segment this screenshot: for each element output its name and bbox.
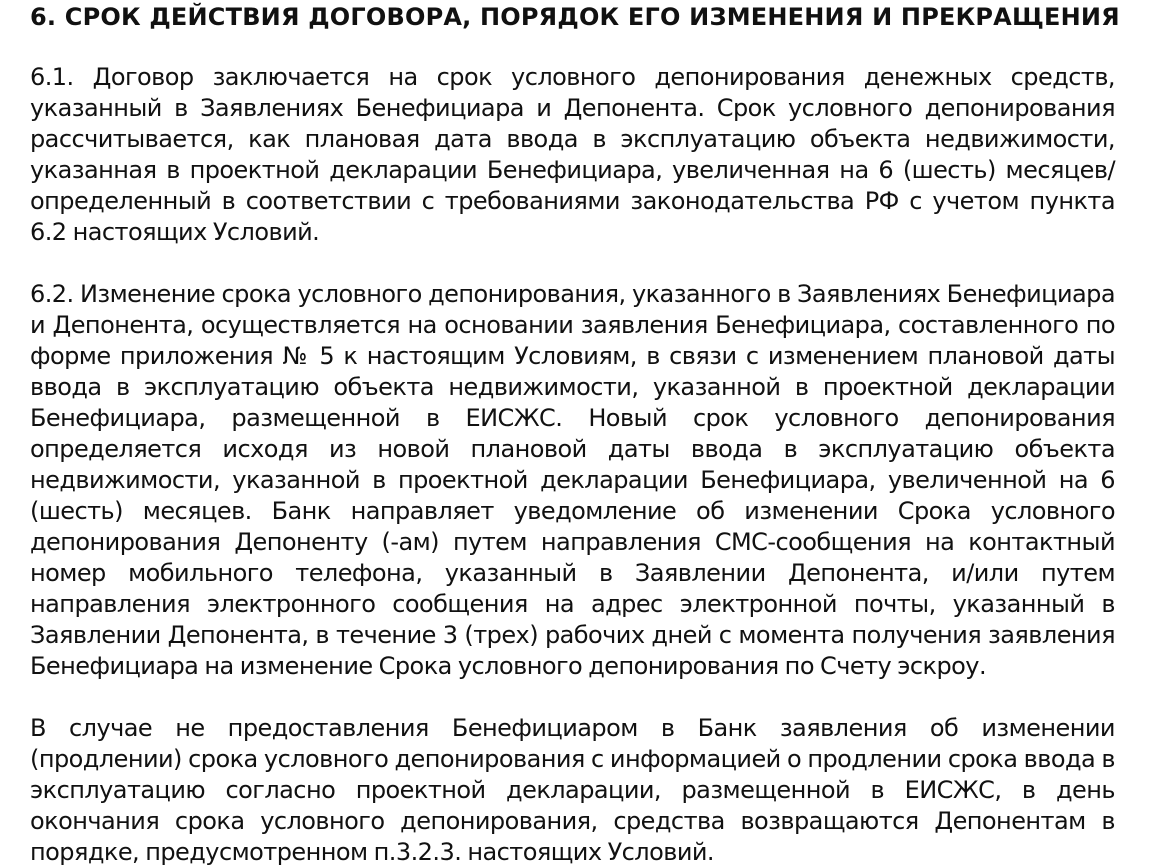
- paragraph-return-of-funds: В случае не предоставления Бенефициаром в Банк заявления об изменении (продлении) срока условного депонирования с информацией о продлении срока ввода в эксплуатацию согласно проектной декларации, размещенной в ЕИСЖС, в день окончания срока условного депонирования, средства возвращаются Депонентам в порядке, предусмотренном п.3.2.3. настоящих Условий.: [30, 714, 1115, 866]
- section-heading: 6. СРОК ДЕЙСТВИЯ ДОГОВОРА, ПОРЯДОК ЕГО ИЗМЕНЕНИЯ И ПРЕКРАЩЕНИЯ: [30, 3, 1120, 31]
- document-page: [30, 0, 1120, 868]
- paragraph-6-1: 6.1. Договор заключается на срок условного депонирования денежных средств, указанный в Заявлениях Бенефициара и Депонента. Срок условного депонирования рассчитывается, как плановая дата ввода в эксплуатацию объекта недвижимости, указанная в проектной декларации Бенефициара, увеличенная на 6 (шесть) месяцев/определенный в соответствии с требованиями законодательства РФ с учетом пункта 6.2 настоящих Условий.: [30, 63, 1115, 246]
- paragraph-6-2: 6.2. Изменение срока условного депонирования, указанного в Заявлениях Бенефициара и Депонента, осуществляется на основании заявления Бенефициара, составленного по форме приложения № 5 к настоящим Условиям, в связи с изменением плановой даты ввода в эксплуатацию объекта недвижимости, указанной в проектной декларации Бенефициара, размещенной в ЕИСЖС. Новый срок условного депонирования определяется исходя из новой плановой даты ввода в эксплуатацию объекта недвижимости, указанной в проектной декларации Бенефициара, увеличенной на 6 (шесть) месяцев. Банк направляет уведомление об изменении Срока условного депонирования Депоненту (-ам) путем направления СМС-сообщения на контактный номер мобильного телефона, указанный в Заявлении Депонента, и/или путем направления электронного сообщения на адрес электронной почты, указанный в Заявлении Депонента, в течение 3 (трех) рабочих дней с момента получения заявления Бенефициара на изменение Срока условного депонирования по Счету эскроу.: [30, 280, 1115, 680]
